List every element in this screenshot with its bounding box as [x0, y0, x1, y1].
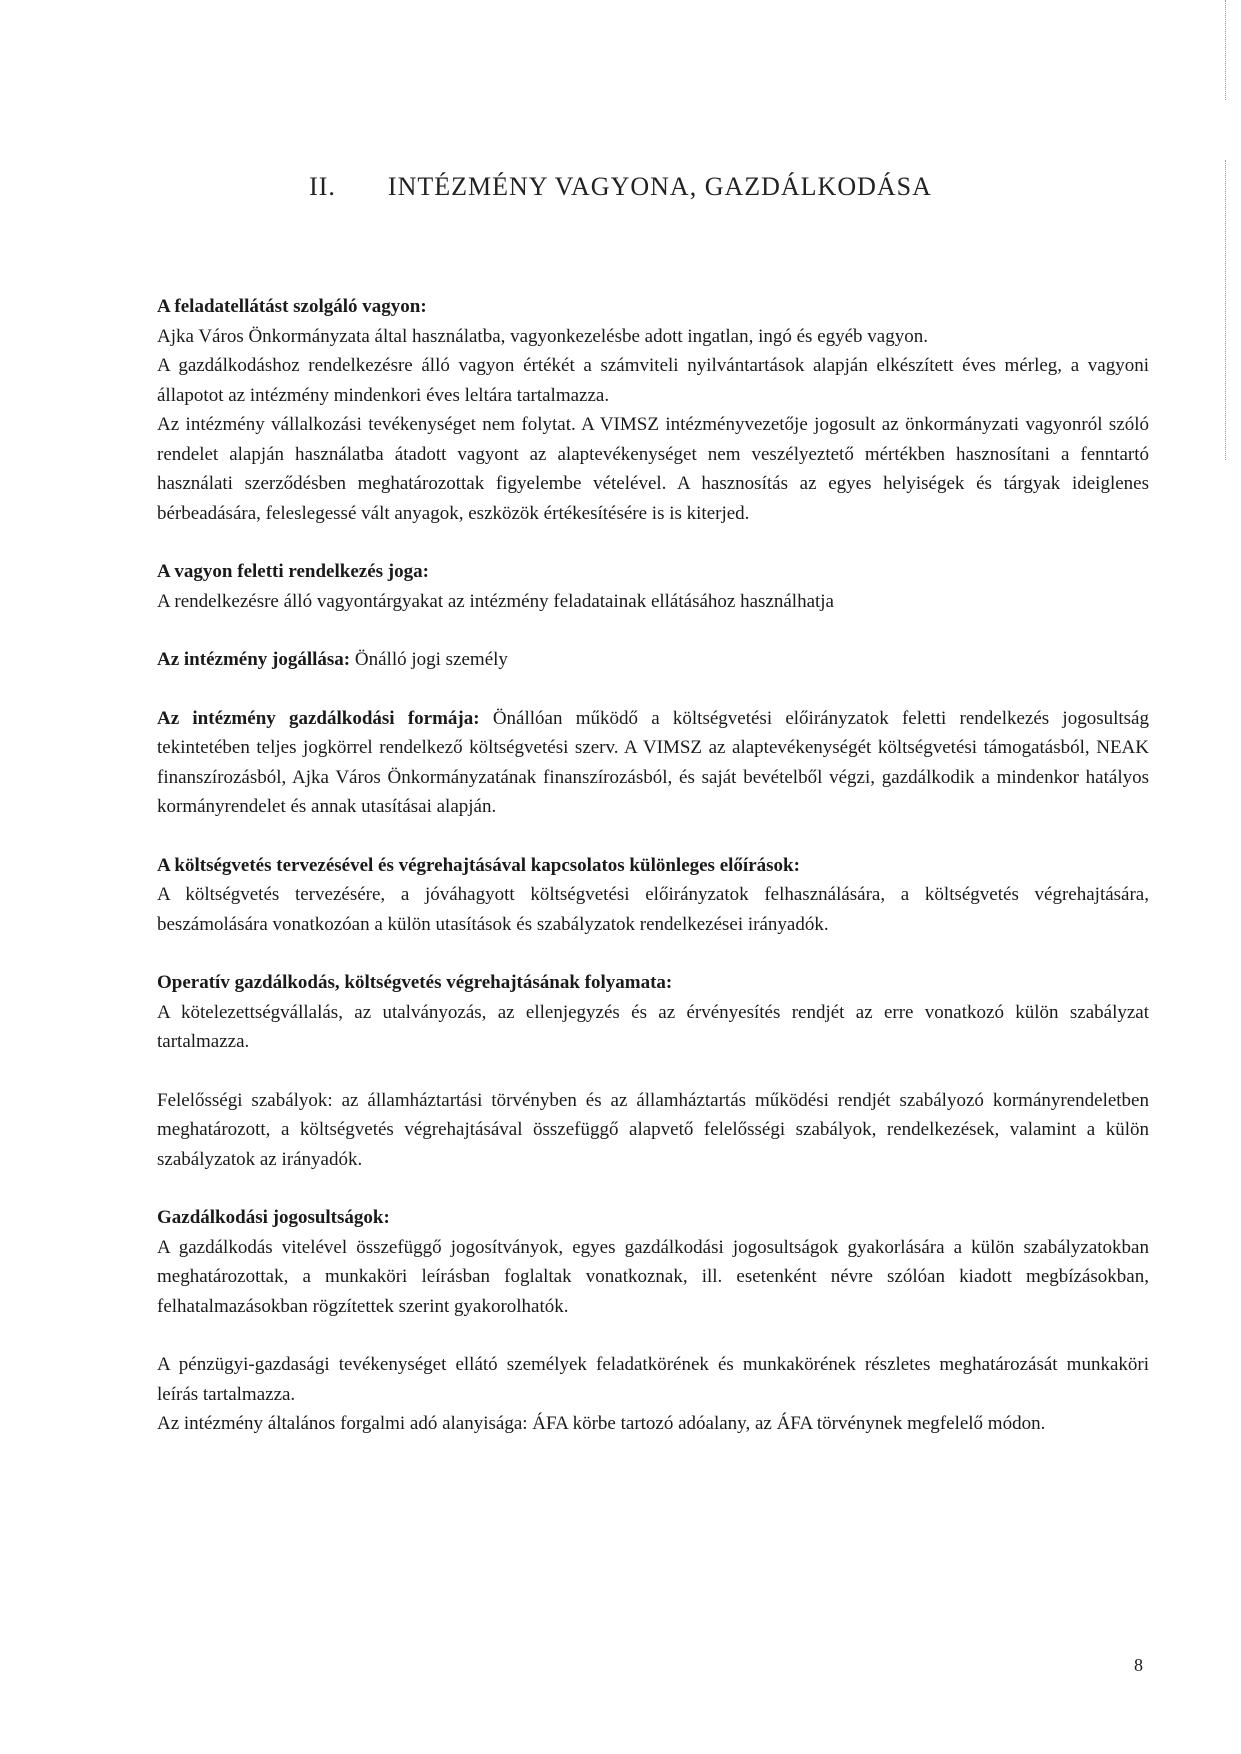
- scan-margin-mark: [1225, 0, 1227, 100]
- inline-text: Önállóan működő a költségvetési előirányzatok feletti rendelkezés jogosultság tekintetében teljes jogkörrel rendelkező költségvetési szerv. A VIMSZ az alaptevékenységét költségvetési támogatásból, NEAK finanszírozásból, Ajka Város Önkormányzatának finanszírozásból, és saját bevételből végzi, gazdálkodik a mindenkor hatályos kormányrendelet és annak utasításai alapján.: [157, 707, 1149, 817]
- paragraph: [157, 704, 1149, 822]
- paragraph: A kötelezettségvállalás, az utalványozás, az ellenjegyzés és az érvényesítés rendjét az erre vonatkozó külön szabályzat tartalmazza.: [157, 1001, 1149, 1052]
- paragraph: Ajka Város Önkormányzata által használatba, vagyonkezelésbe adott ingatlan, ingó és egyéb vagyon.: [157, 325, 928, 347]
- document-body: [157, 292, 1149, 1439]
- page-title: [0, 172, 1241, 202]
- section-heading: Gazdálkodási jogosultságok:: [157, 1207, 390, 1228]
- paragraph: A pénzügyi-gazdasági tevékenységet ellátó személyek feladatkörének és munkakörének részletes meghatározását munkaköri leírás tartalmazza.: [157, 1354, 1149, 1405]
- section-heading: A költségvetés tervezésével és végrehajtásával kapcsolatos különleges előírások:: [157, 854, 800, 876]
- paragraph: Az intézmény vállalkozási tevékenységet nem folytat. A VIMSZ intézményvezetője jogosult az önkormányzati vagyonról szóló rendelet alapján használatba átadott vagyont az alaptevékenységet nem veszélyeztető mértékben hasznosítani a fenntartó használati szerződésben meghatározottak figyelembe vételével. A hasznosítás az egyes helyiségek és tárgyak ideiglenes bérbeadására, feleslegessé vált anyagok, eszközök értékesítésére is is kiterjed.: [157, 414, 1149, 524]
- inline-text: Önálló jogi személy: [350, 649, 508, 670]
- chapter-title: INTÉZMÉNY VAGYONA, GAZDÁLKODÁSA: [387, 172, 932, 201]
- paragraph: A gazdálkodáshoz rendelkezésre álló vagyon értékét a számviteli nyilvántartások alapján elkészített éves mérleg, a vagyoni állapotot az intézmény mindenkori éves leltára tartalmazza.: [157, 355, 1149, 406]
- paragraph: A gazdálkodás vitelével összefüggő jogosítványok, egyes gazdálkodási jogosultságok gyakorlására a külön szabályzatokban meghatározottak, a munkaköri leírásban foglaltak vonatkoznak, ill. esetenként névre szólóan kiadott megbízásokban, felhatalmazásokban rögzítettek szerint gyakorolhatók.: [157, 1236, 1149, 1317]
- inline-heading: Az intézmény gazdálkodási formája:: [157, 707, 480, 729]
- paragraph: Az intézmény általános forgalmi adó alanyisága: ÁFA körbe tartozó adóalany, az ÁFA törvénynek megfelelő módon.: [157, 1413, 1046, 1434]
- section-heading: A feladatellátást szolgáló vagyon:: [157, 296, 427, 317]
- inline-heading: Az intézmény jogállása:: [157, 649, 351, 670]
- paragraph: [157, 645, 1149, 675]
- paragraph: A rendelkezésre álló vagyontárgyakat az intézmény feladatainak ellátásához használhatja: [157, 590, 834, 612]
- scan-margin-mark: [1225, 160, 1227, 460]
- section-heading: A vagyon feletti rendelkezés joga:: [157, 561, 429, 582]
- paragraph: A költségvetés tervezésére, a jóváhagyott költségvetési előirányzatok felhasználására, a költségvetés végrehajtására, beszámolására vonatkozóan a külön utasítások és szabályzatok rendelkezései irányadók.: [157, 884, 1149, 935]
- section-heading: Operatív gazdálkodás, költségvetés végrehajtásának folyamata:: [157, 972, 673, 993]
- page-number: 8: [1134, 1655, 1143, 1675]
- paragraph: Felelősségi szabályok: az államháztartási törvényben és az államháztartás működési rendjét szabályozó kormányrendeletben meghatározott, a költségvetés végrehajtásával összefüggő alapvető felelősségi szabályok, rendelkezések, valamint a külön szabályzatok az irányadók.: [157, 1089, 1149, 1170]
- chapter-number: II.: [309, 172, 336, 201]
